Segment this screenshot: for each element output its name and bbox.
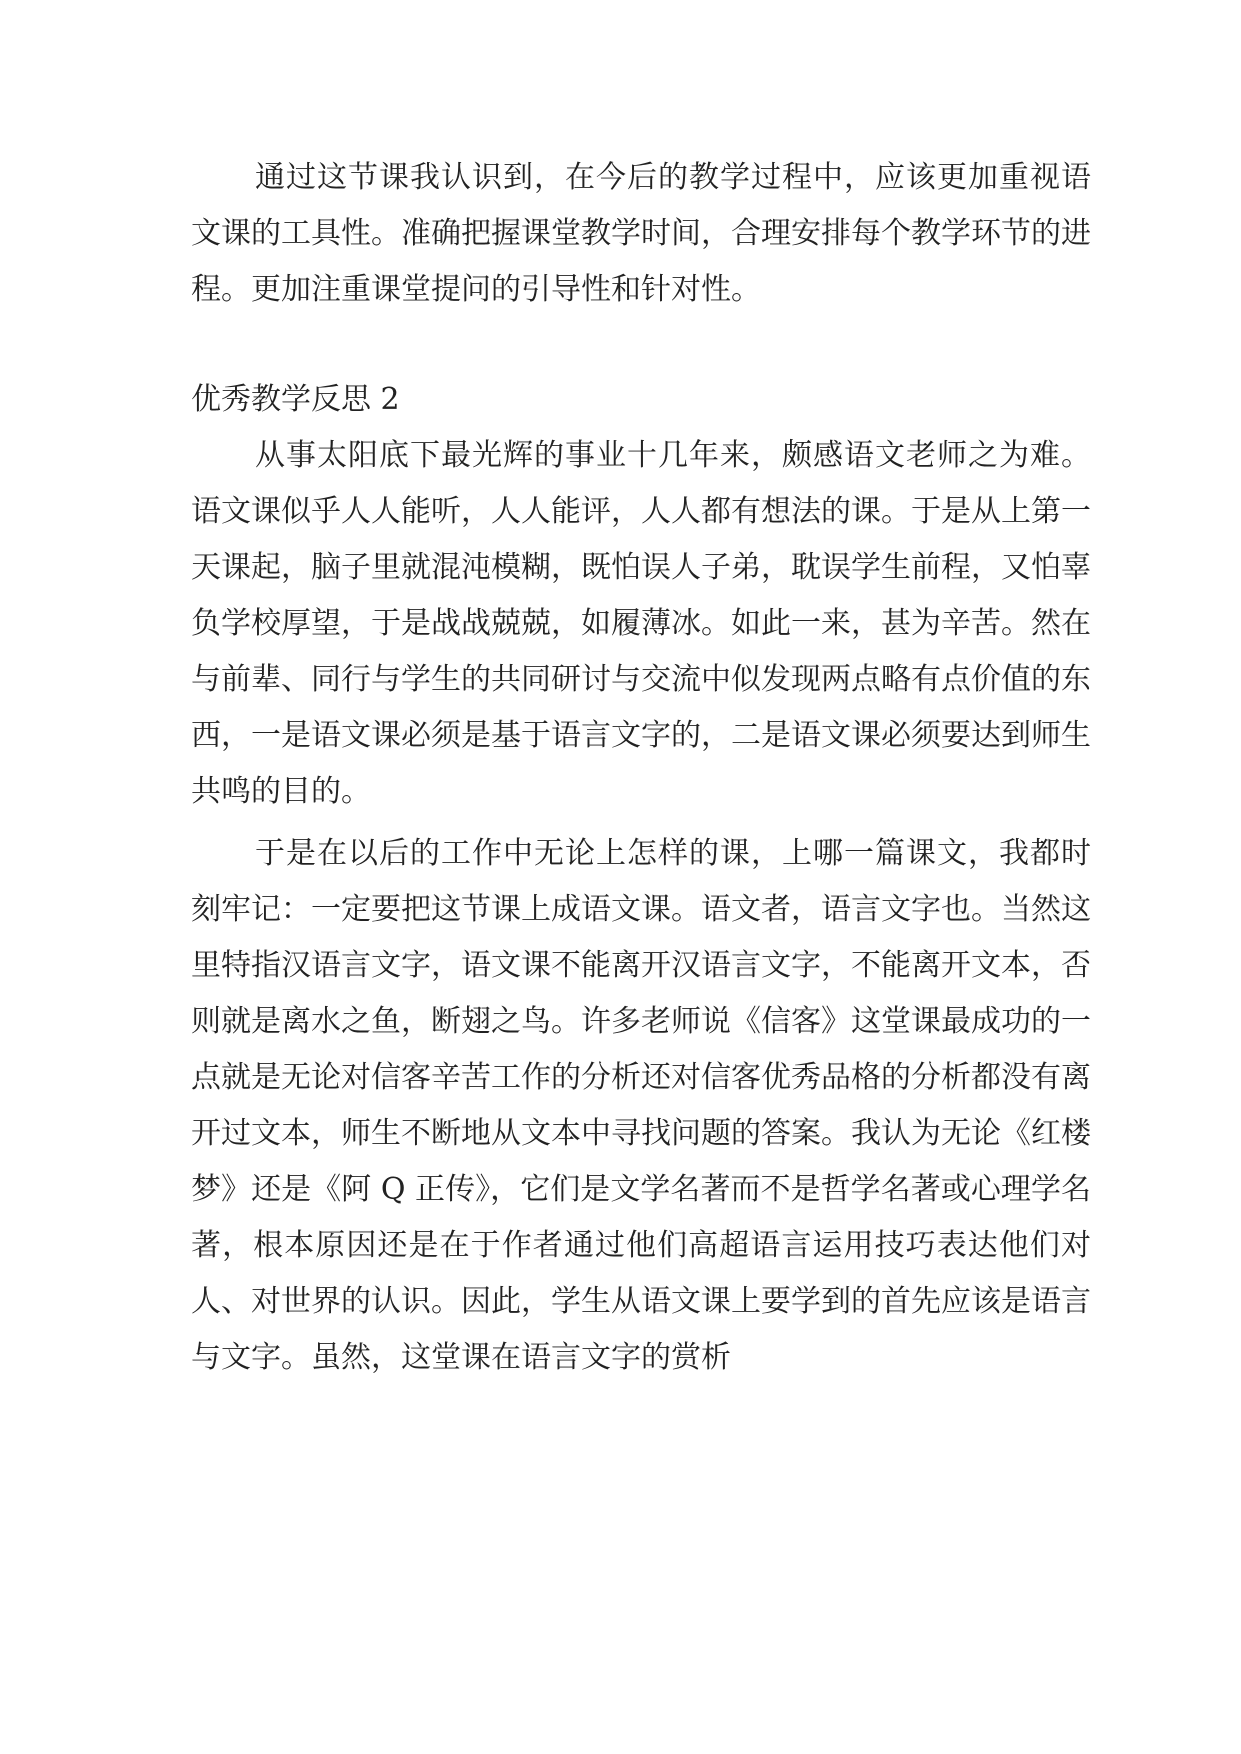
paragraph-2: 于是在以后的工作中无论上怎样的课，上哪一篇课文，我都时刻牢记：一定要把这节课上成语文课。语文者，语言文字也。当然这里特指汉语言文字，语文课不能离开汉语言文字，不能离开文本，否则就是离水之鱼，断翅之鸟。许多老师说《信客》这堂课最成功的一点就是无论对信客辛苦工作的分析还对信客优秀品格的分析都没有离开过文本，师生不断地从文本中寻找问题的答案。我认为无论《红楼梦》还是《阿 Q 正传》，它们是文学名著而不是哲学名著或心理学名著，根本原因还是在于作者通过他们高超语言运用技巧表达他们对人、对世界的认识。因此，学生从语文课上要学到的首先应该是语言与文字。虽然，这堂课在语言文字的赏析 <box>191 836 1091 1375</box>
document-body <box>191 150 1091 1386</box>
section-heading: 优秀教学反思 2 <box>191 382 400 417</box>
paragraph-intro: 通过这节课我认识到，在今后的教学过程中，应该更加重视语文课的工具性。准确把握课堂教学时间，合理安排每个教学环节的进程。更加注重课堂提问的引导性和针对性。 <box>191 160 1091 307</box>
paragraph-1: 从事太阳底下最光辉的事业十几年来，颇感语文老师之为难。语文课似乎人人能听，人人能评，人人都有想法的课。于是从上第一天课起，脑子里就混沌模糊，既怕误人子弟，耽误学生前程，又怕辜负学校厚望，于是战战兢兢，如履薄冰。如此一来，甚为辛苦。然在与前辈、同行与学生的共同研讨与交流中似发现两点略有点价值的东西，一是语文课必须是基于语言文字的，二是语文课必须要达到师生共鸣的目的。 <box>191 438 1091 809</box>
